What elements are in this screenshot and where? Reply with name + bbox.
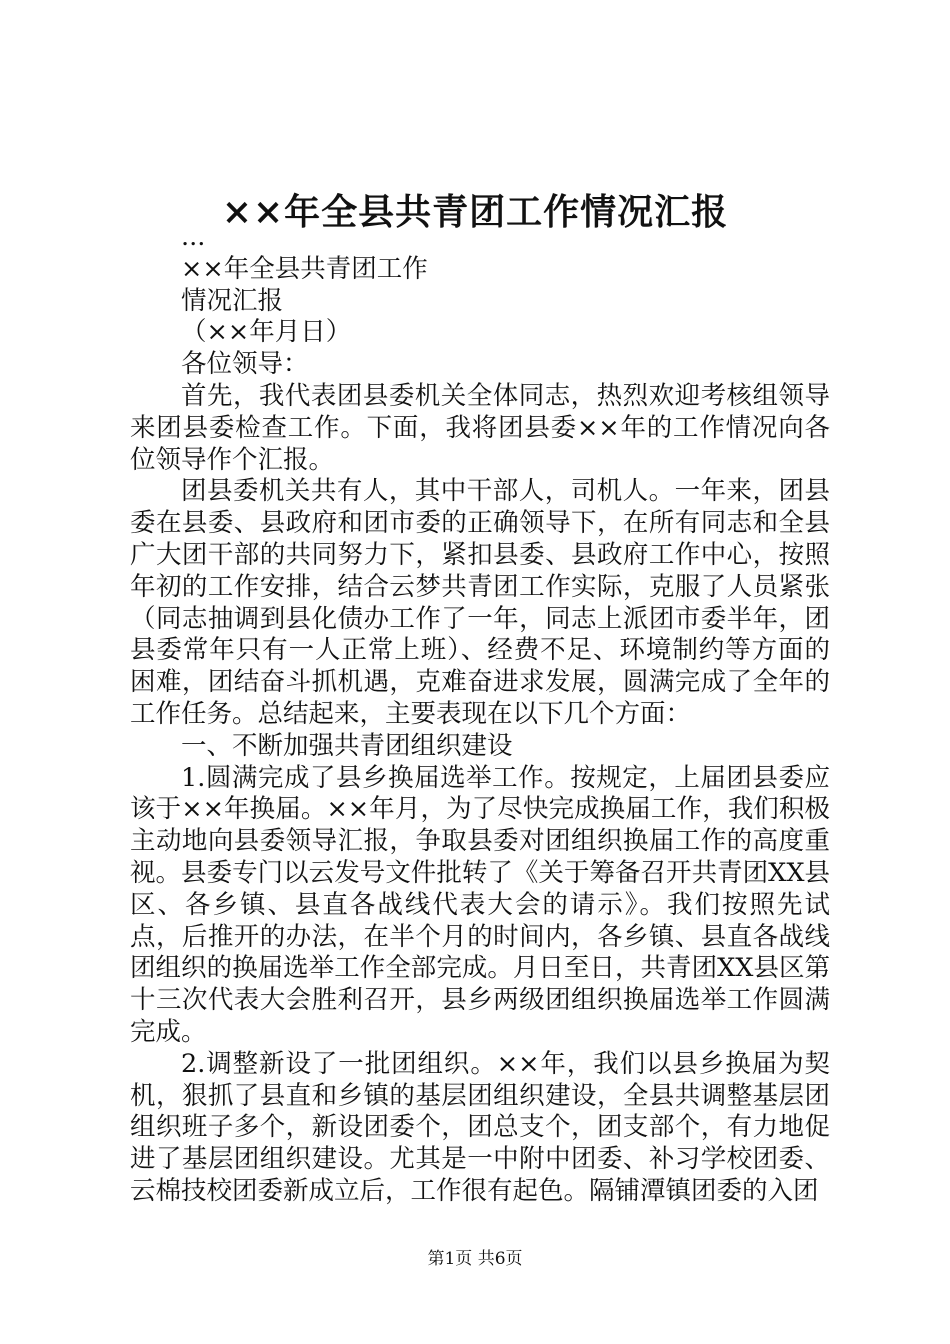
page-number: 第1页 共6页: [427, 1249, 523, 1269]
body-paragraph: 团县委机关共有人，其中干部人，司机人。一年来，团县委在县委、县政府和团市委的正确领导下，在所有同志和全县广大团干部的共同努力下，紧扣县委、县政府工作中心，按照年初的工作安排，结合云梦共青团工作实际，克服了人员紧张（同志抽调到县化债办工作了一年，同志上派团市委半年，团县委常年只有一人正常上班）、经费不足、环境制约等方面的困难，团结奋斗抓机遇，克难奋进求发展，圆满完成了全年的工作任务。总结起来，主要表现在以下几个方面：: [130, 476, 830, 729]
document-body: [130, 222, 830, 1208]
body-paragraph: 2.调整新设了一批团组织。××年，我们以县乡换届为契机，狠抓了县直和乡镇的基层团组织建设，全县共调整基层团组织班子多个，新设团委个，团总支个，团支部个，有力地促进了基层团组织建设。尤其是一中附中团委、补习学校团委、云棉技校团委新成立后，工作很有起色。隔铺潭镇团委的入团: [130, 1048, 830, 1206]
document-title: ××年全县共青团工作情况汇报: [221, 191, 729, 233]
body-paragraph: 首先，我代表团县委机关全体同志，热烈欢迎考核组领导来团县委检查工作。下面，我将团县委××年的工作情况向各位领导作个汇报。: [130, 380, 830, 475]
body-paragraph: 1.圆满完成了县乡换届选举工作。按规定，上届团县委应该于××年换届。××年月，为了尽快完成换届工作，我们积极主动地向县委领导汇报，争取县委对团组织换届工作的高度重视。县委专门以云发号文件批转了《关于筹备召开共青团XX县区、各乡镇、县直各战线代表大会的请示》。我们按照先试点，后推开的办法，在半个月的时间内，各乡镇、县直各战线团组织的换届选举工作全部完成。月日至日，共青团XX县区第十三次代表大会胜利召开，县乡两级团组织换届选举工作圆满完成。: [130, 762, 830, 1047]
body-paragraph: ...: [181, 222, 206, 252]
body-paragraph: （××年月日）: [181, 317, 352, 348]
body-paragraph: 一、不断加强共青团组织建设: [181, 730, 513, 761]
body-paragraph: 情况汇报: [181, 285, 284, 316]
body-paragraph: 各位领导：: [181, 349, 309, 380]
body-paragraph: ××年全县共青团工作: [181, 253, 428, 284]
